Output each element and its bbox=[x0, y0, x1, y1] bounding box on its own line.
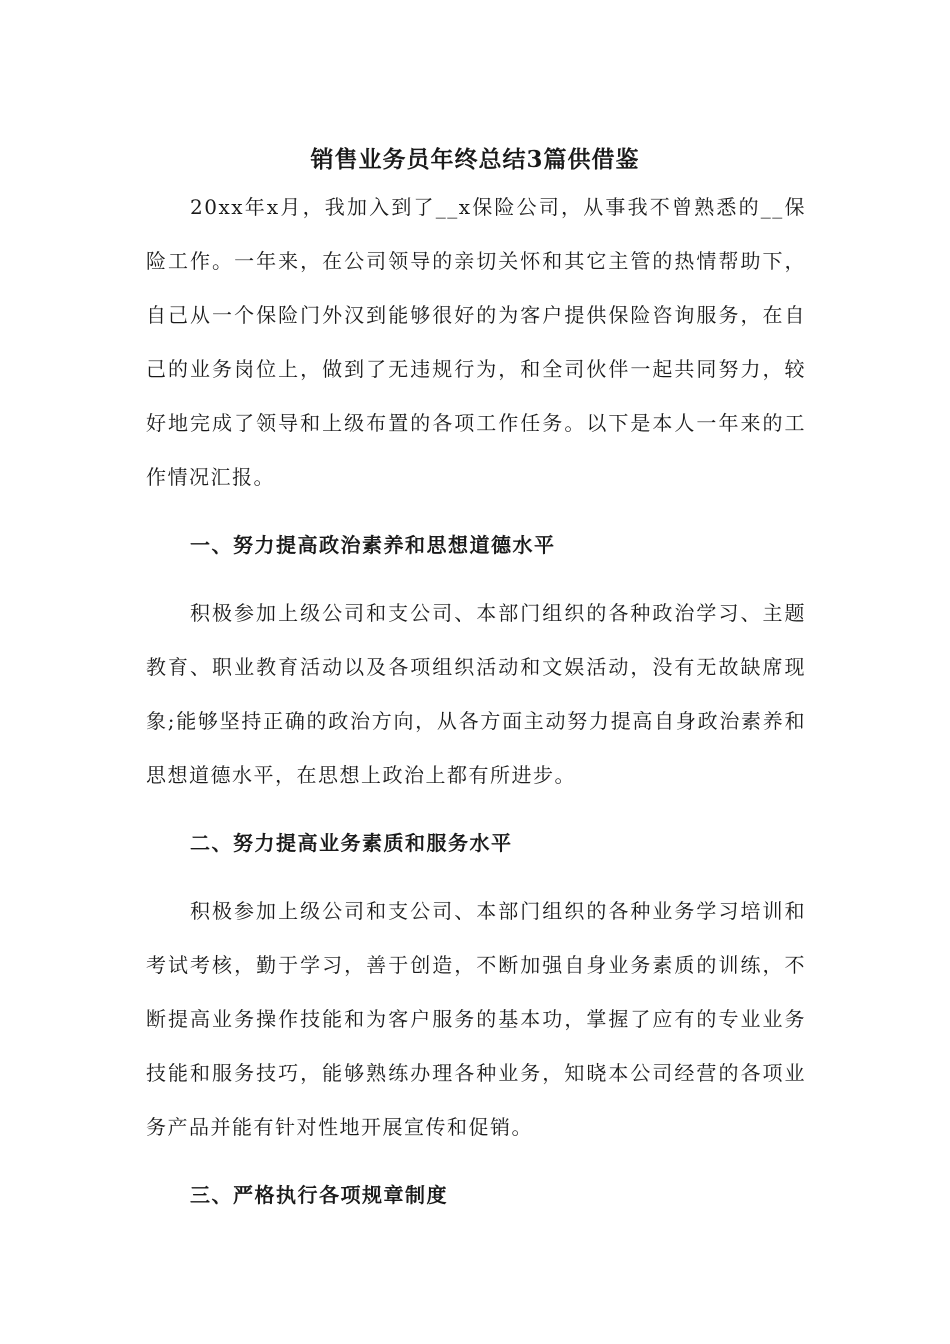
spacer bbox=[146, 802, 806, 816]
section-heading-1: 一、努力提高政治素养和思想道德水平 bbox=[190, 533, 556, 557]
section-paragraph-2: 积极参加上级公司和支公司、本部门组织的各种业务学习培训和考试考核，勤于学习，善于创造，不断加强自身业务素质的训练，不断提高业务操作技能和为客户服务的基本功，掌握了应有的专业业务技能和服务技巧，能够熟练办理各种业务，知晓本公司经营的各项业务产品并能有针对性地开展宣传和促销。 bbox=[146, 899, 806, 1139]
spacer bbox=[146, 504, 806, 518]
spacer bbox=[146, 1154, 806, 1168]
section-heading-3: 三、严格执行各项规章制度 bbox=[190, 1183, 448, 1207]
spacer bbox=[146, 572, 806, 586]
section-heading-2: 二、努力提高业务素质和服务水平 bbox=[190, 831, 513, 855]
section-paragraph-1: 积极参加上级公司和支公司、本部门组织的各种政治学习、主题教育、职业教育活动以及各项组织活动和文娱活动，没有无故缺席现象;能够坚持正确的政治方向，从各方面主动努力提高自身政治素养和思想道德水平，在思想上政治上都有所进步。 bbox=[146, 601, 806, 787]
intro-paragraph: 20xx年x月，我加入到了__x保险公司，从事我不曾熟悉的__保险工作。一年来，在公司领导的亲切关怀和其它主管的热情帮助下，自己从一个保险门外汉到能够很好的为客户提供保险咨询服务，在自己的业务岗位上，做到了无违规行为，和全司伙伴一起共同努力，较好地完成了领导和上级布置的各项工作任务。以下是本人一年来的工作情况汇报。 bbox=[146, 195, 806, 489]
document-body bbox=[146, 180, 806, 1222]
document-title: 销售业务员年终总结3篇供借鉴 bbox=[310, 146, 640, 173]
spacer bbox=[146, 870, 806, 884]
